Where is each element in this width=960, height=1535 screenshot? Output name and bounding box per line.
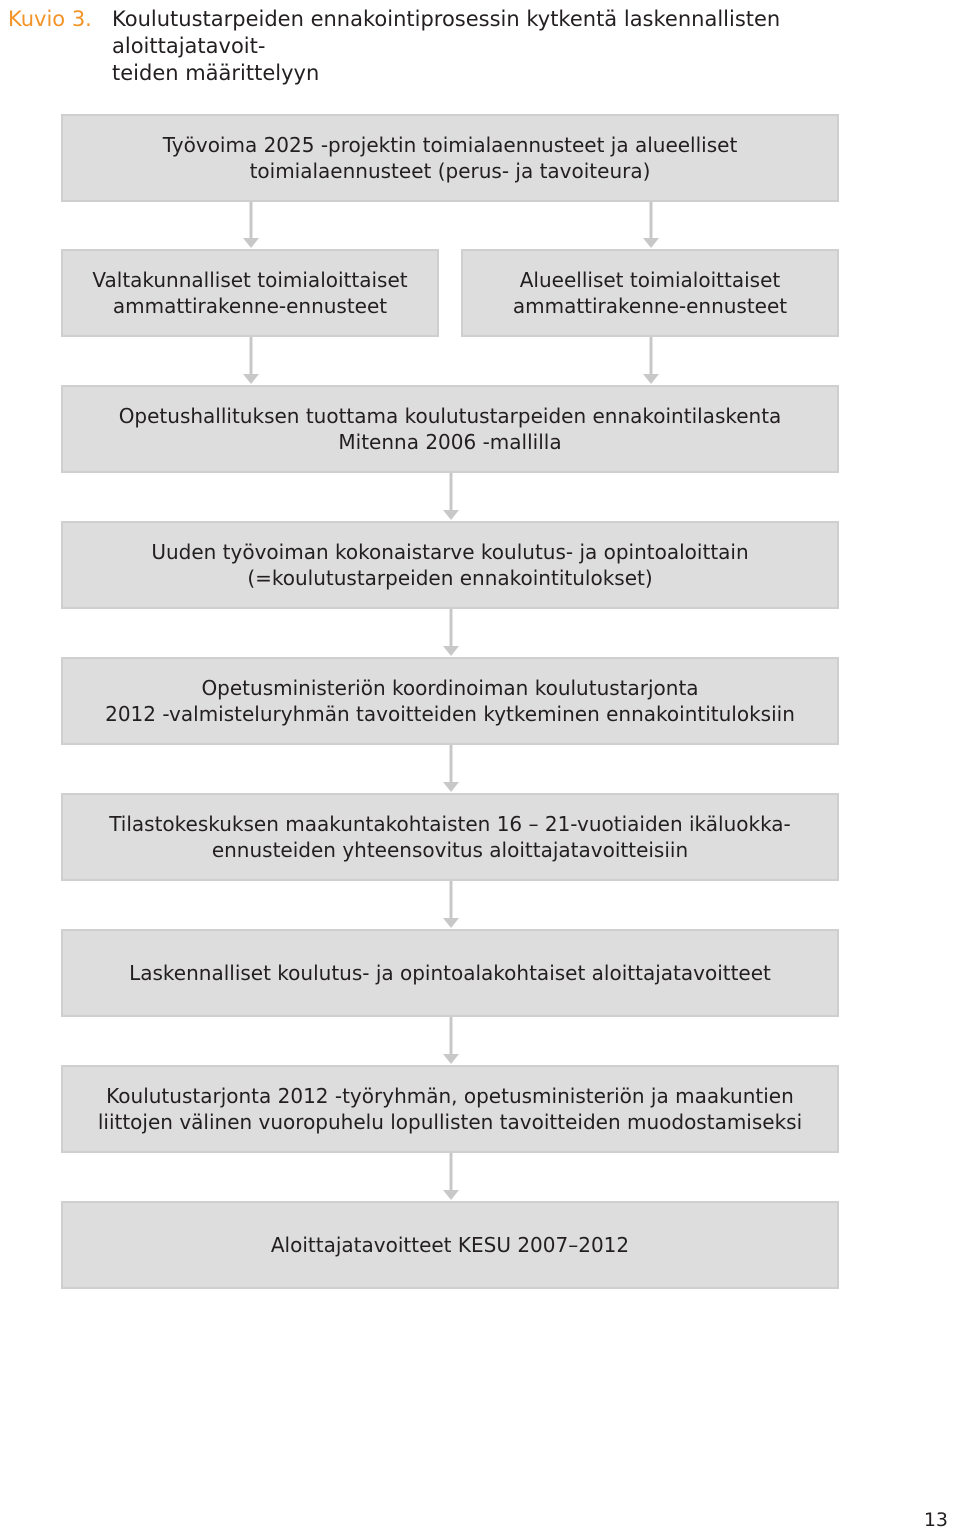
page-number: 13 [923,1509,948,1531]
figure-label: Kuvio 3. [8,7,92,31]
arrow-b2b-to-b3 [642,337,660,385]
arrow-b1-to-b2b [642,202,660,249]
arrow-b2a-to-b3 [242,337,260,385]
box-opetushallitus-laskenta: Opetushallituksen tuottama koulutustarpeiden ennakointilaskenta Mitenna 2006 -mallilla [61,385,839,473]
box-tyovoima-2025: Työvoima 2025 -projektin toimialaennusteet ja alueelliset toimialaennusteet (perus- ja tavoiteura) [61,114,839,202]
arrow-b6-to-b7 [442,881,460,929]
box-opetusministerio-kytkeminen: Opetusministeriön koordinoiman koulutustarjonta 2012 -valmisteluryhmän tavoitteiden kytkeminen ennakointituloksiin [61,657,839,745]
box-aloittajatavoitteet-kesu: Aloittajatavoitteet KESU 2007–2012 [61,1201,839,1289]
figure-title: Koulutustarpeiden ennakointiprosessin kytkentä laskennallisten aloittajatavoit- teiden määrittelyyn [112,7,781,85]
arrow-b8-to-b9 [442,1153,460,1201]
arrow-b4-to-b5 [442,609,460,657]
box-tilastokeskus-yhteensovitus: Tilastokeskuksen maakuntakohtaisten 16 – 21-vuotiaiden ikäluokka- ennusteiden yhteensovitus aloittajatavoitteisiin [61,793,839,881]
box-valtakunnalliset: Valtakunnalliset toimialoittaiset ammattirakenne-ennusteet [61,249,439,337]
arrow-b3-to-b4 [442,473,460,521]
box-alueelliset: Alueelliset toimialoittaiset ammattirakenne-ennusteet [461,249,839,337]
box-kokonaistarve: Uuden työvoiman kokonaistarve koulutus- ja opintoaloittain (=koulutustarpeiden ennakointitulokset) [61,521,839,609]
arrow-b7-to-b8 [442,1017,460,1065]
arrow-b5-to-b6 [442,745,460,793]
arrow-b1-to-b2a [242,202,260,249]
box-laskennalliset-tavoitteet: Laskennalliset koulutus- ja opintoalakohtaiset aloittajatavoitteet [61,929,839,1017]
box-vuoropuhelu: Koulutustarjonta 2012 -työryhmän, opetusministeriön ja maakuntien liittojen välinen vuoropuhelu lopullisten tavoitteiden muodostamiseksi [61,1065,839,1153]
